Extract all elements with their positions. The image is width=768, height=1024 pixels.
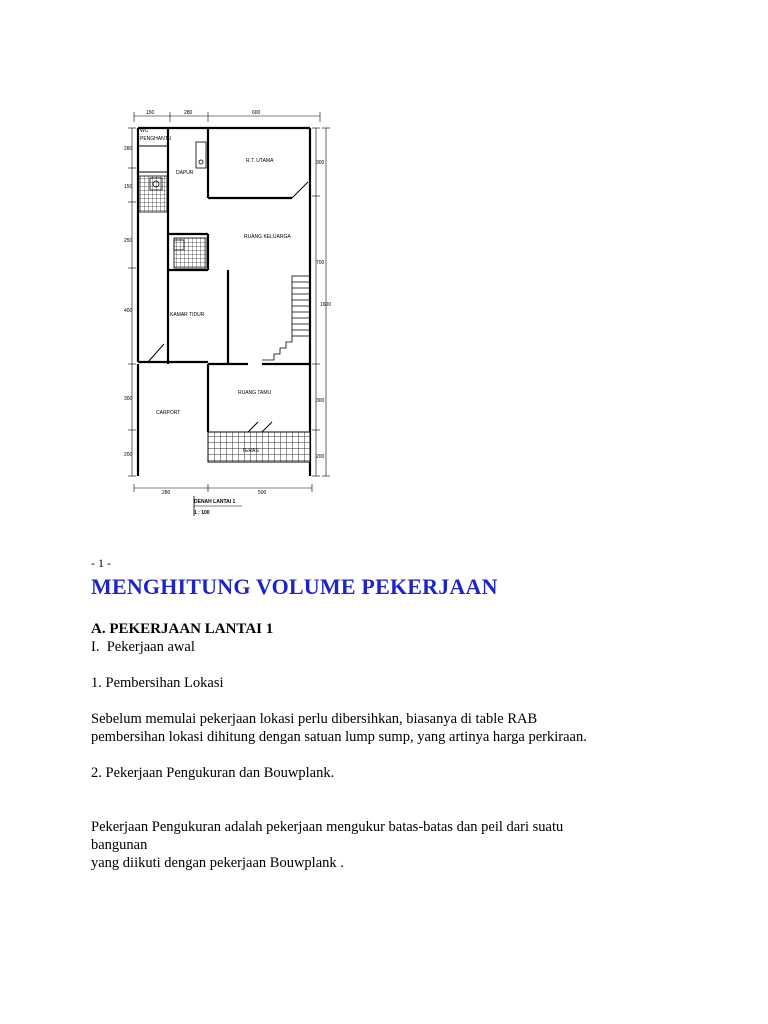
room-label-penghantu: PENGHANTU <box>140 136 172 142</box>
section-heading: A. PEKERJAAN LANTAI 1 <box>91 621 274 637</box>
room-label-kamar-tidur: KAMAR TIDUR <box>170 312 205 318</box>
room-label-teras: TERAS <box>242 448 259 454</box>
dim-left-2: 150 <box>124 184 133 190</box>
floor-plan-drawing <box>112 106 342 516</box>
item1-heading: 1. Pembersihan Lokasi <box>91 675 224 691</box>
document-title: MENGHITUNG VOLUME PEKERJAAN <box>91 574 498 599</box>
item2-text-line2: bangunan <box>91 837 148 853</box>
floor-plan-figure <box>112 106 342 516</box>
item1-text-line1: Sebelum memulai pekerjaan lokasi perlu dibersihkan, biasanya di table RAB <box>91 711 538 727</box>
dim-left-6: 200 <box>124 452 133 458</box>
dim-top-3: 600 <box>252 110 261 116</box>
wc-floor-tiles <box>139 176 167 212</box>
dim-left-1: 280 <box>124 146 133 152</box>
plan-scale: 1 : 100 <box>194 510 210 516</box>
stairs <box>262 276 310 360</box>
page-number: - 1 - <box>91 556 111 570</box>
plan-caption: DENAH LANTAI 1 <box>194 499 236 505</box>
dim-top-2: 280 <box>184 110 193 116</box>
item1-text-line2: pembersihan lokasi dihitung dengan satuan lump sump, yang artinya harga perkiraan. <box>91 729 587 745</box>
dim-left-4: 400 <box>124 308 133 314</box>
item2-text-line1: Pekerjaan Pengukuran adalah pekerjaan mengukur batas-batas dan peil dari suatu <box>91 819 564 835</box>
dim-right-1: 300 <box>316 160 325 166</box>
dim-right-2: 700 <box>316 260 325 266</box>
dim-bottom-2: 500 <box>258 490 267 496</box>
dim-left-5: 300 <box>124 396 133 402</box>
terrace-floor-tiles <box>208 432 310 462</box>
dim-top-1: 150 <box>146 110 155 116</box>
room-label-dapur: DAPUR <box>176 170 194 176</box>
dim-right-5: 200 <box>316 454 325 460</box>
document-body <box>91 556 691 872</box>
dim-left-3: 250 <box>124 238 133 244</box>
room-label-carport: CARPORT <box>156 410 181 416</box>
bathroom-floor-tiles <box>174 238 206 268</box>
room-label-wc: WC <box>140 128 149 134</box>
room-label-rt-utama: R.T. UTAMA <box>246 158 274 164</box>
dim-right-4: 300 <box>316 398 325 404</box>
item2-heading: 2. Pekerjaan Pengukuran dan Bouwplank. <box>91 765 335 781</box>
item2-text-line3: yang diikuti dengan pekerjaan Bouwplank . <box>91 855 344 871</box>
room-label-ruang-tamu: RUANG TAMU <box>238 390 272 396</box>
room-label-ruang-keluarga: RUANG KELUARGA <box>244 234 291 240</box>
subsection-heading: I. Pekerjaan awal <box>91 639 195 655</box>
dim-right-3: 1600 <box>320 302 332 308</box>
dim-bottom-1: 280 <box>162 490 171 496</box>
